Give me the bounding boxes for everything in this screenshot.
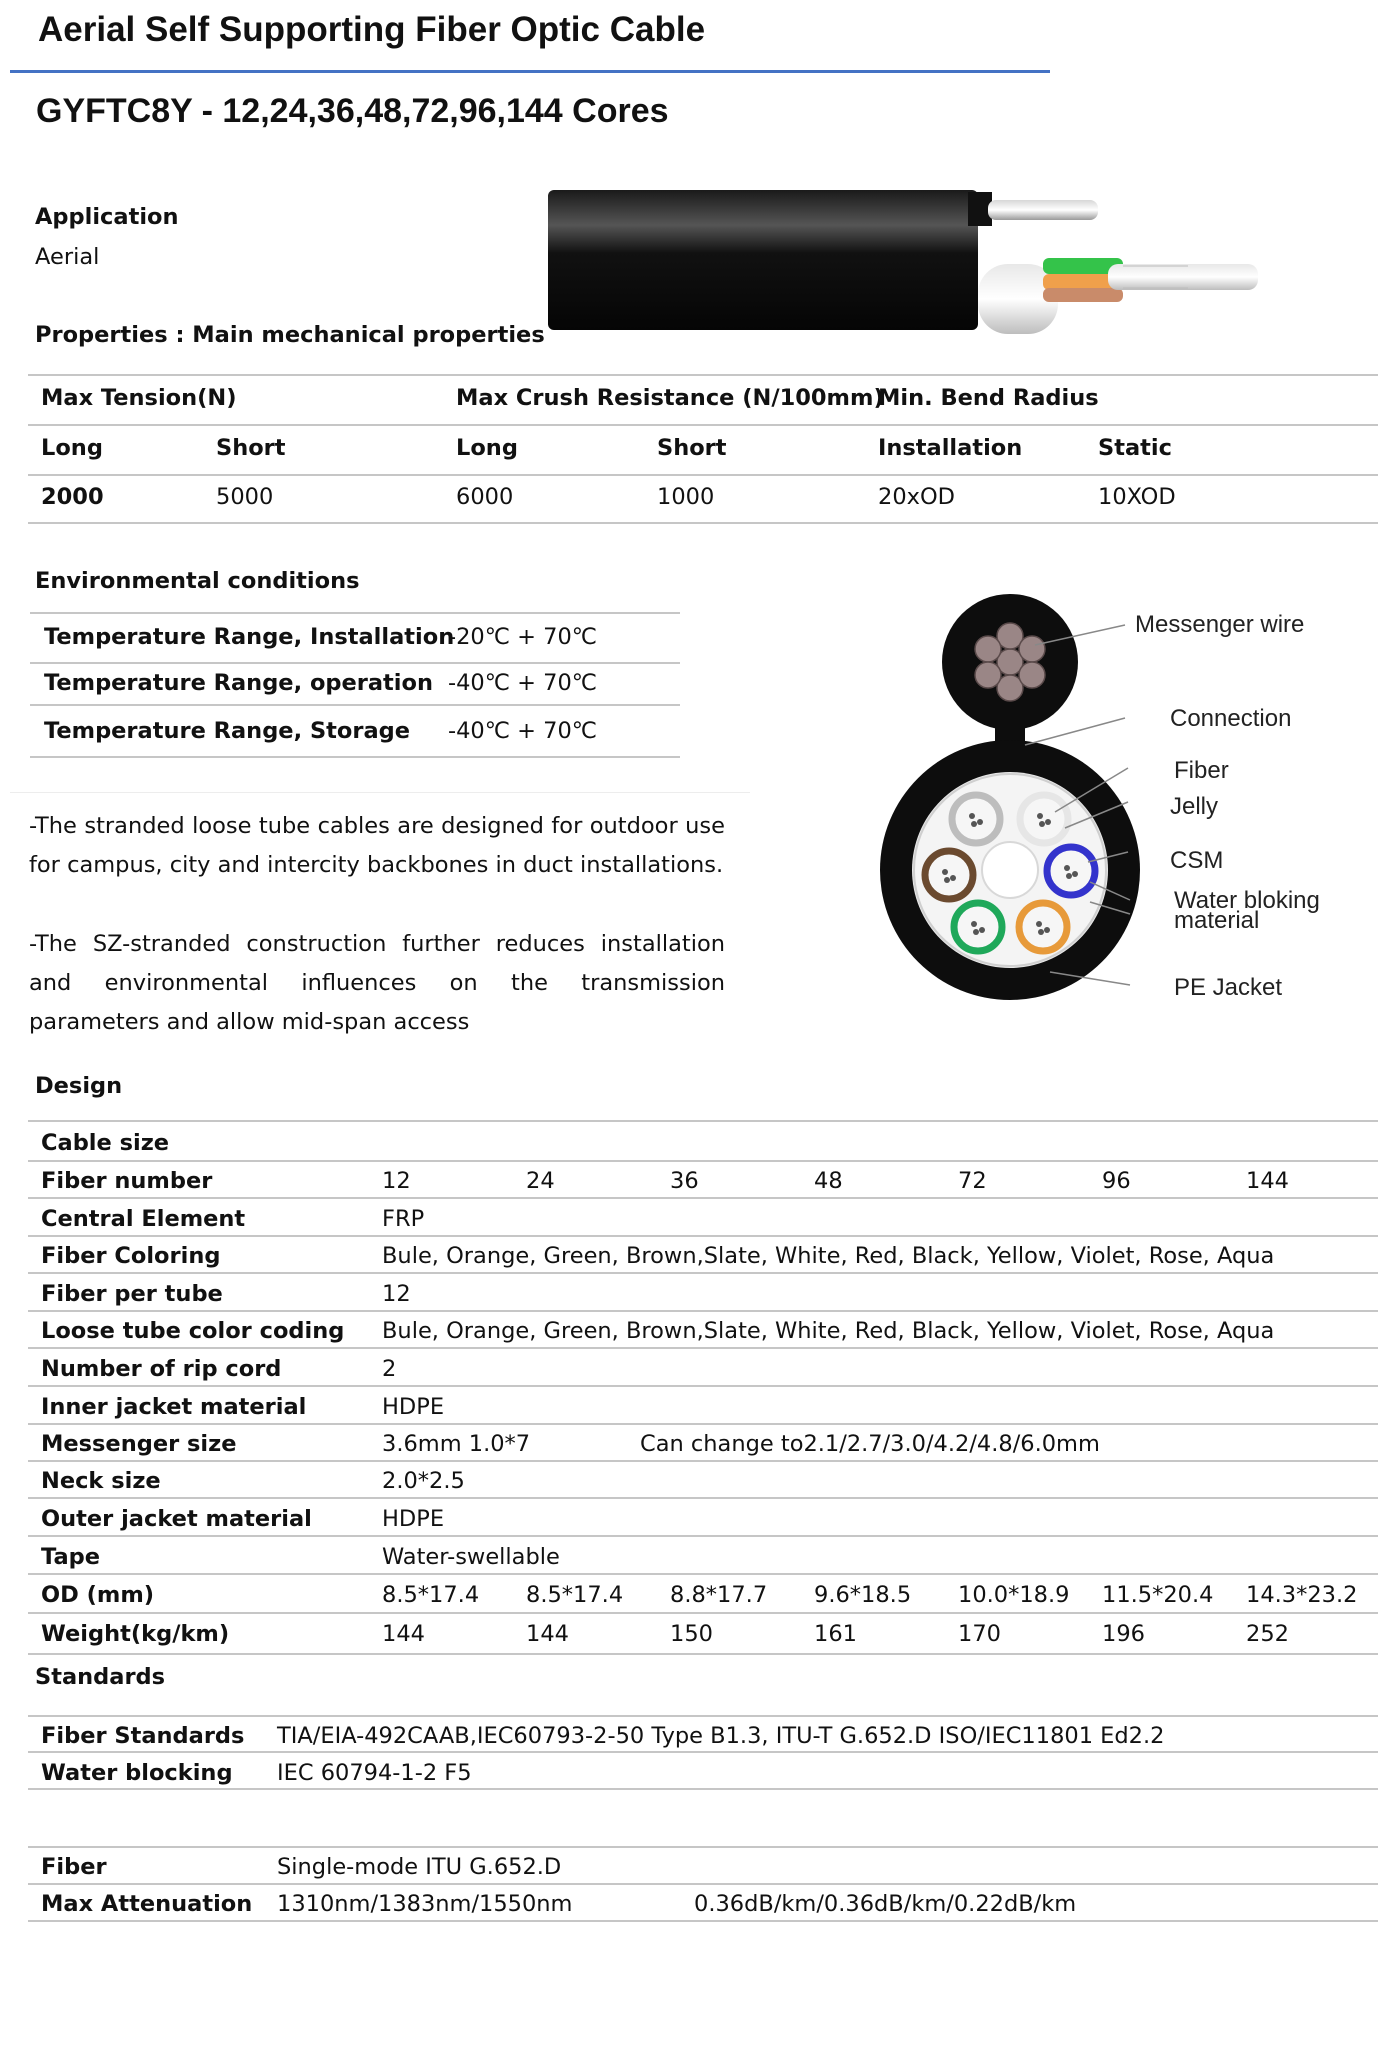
table-rule <box>28 1612 1378 1614</box>
mech-sub: Short <box>657 435 727 461</box>
table-rule <box>30 704 680 706</box>
od-value: 8.5*17.4 <box>526 1582 624 1608</box>
section-divider <box>10 792 750 793</box>
weight-value: 144 <box>382 1621 425 1647</box>
table-rule <box>30 612 680 614</box>
label-csm: CSM <box>1170 847 1224 874</box>
mech-sub: Short <box>216 435 286 461</box>
label-jelly: Jelly <box>1170 793 1219 820</box>
design-row-label: Inner jacket material <box>41 1394 307 1420</box>
weight-value: 144 <box>526 1621 569 1647</box>
standards-heading: Standards <box>35 1664 166 1690</box>
design-row-label: Fiber per tube <box>41 1281 223 1307</box>
page-subtitle: GYFTC8Y - 12,24,36,48,72,96,144 Cores <box>36 92 669 130</box>
design-row-value: 3.6mm 1.0*7 <box>382 1431 531 1457</box>
cross-section-diagram <box>860 580 1360 1020</box>
standards-label: Water blocking <box>41 1760 233 1786</box>
table-rule <box>28 1715 1378 1717</box>
design-row-label: Tape <box>41 1544 100 1570</box>
table-rule <box>28 1385 1378 1387</box>
label-material: material <box>1174 907 1260 934</box>
fiber-number-value: 48 <box>814 1168 843 1194</box>
table-rule <box>28 1751 1378 1753</box>
od-value: 11.5*20.4 <box>1102 1582 1214 1608</box>
design-row-value: HDPE <box>382 1506 445 1532</box>
design-row-label: Loose tube color coding <box>41 1318 345 1344</box>
table-rule <box>28 1235 1378 1237</box>
mech-value: 6000 <box>456 484 514 510</box>
weight-label: Weight(kg/km) <box>41 1621 230 1647</box>
table-rule <box>28 1497 1378 1499</box>
design-row-label: Messenger size <box>41 1431 237 1457</box>
design-row-value: Bule, Orange, Green, Brown,Slate, White, Red, Black, Yellow, Violet, Rose, Aqua <box>382 1243 1275 1269</box>
fiber-number-value: 12 <box>382 1168 411 1194</box>
fiber-label: Fiber <box>41 1854 107 1880</box>
env-label: Temperature Range, Storage <box>44 718 411 744</box>
weight-value: 252 <box>1246 1621 1289 1647</box>
design-row-value: 2 <box>382 1356 397 1382</box>
design-row-value: 12 <box>382 1281 411 1307</box>
mech-sub: Long <box>456 435 518 461</box>
mech-value: 10XOD <box>1098 484 1176 510</box>
fiber-number-value: 72 <box>958 1168 987 1194</box>
mech-value: 5000 <box>216 484 274 510</box>
env-value: -40℃ + 70℃ <box>448 670 598 696</box>
properties-heading: Properties : Main mechanical properties <box>35 322 545 348</box>
fiber-number-label: Fiber number <box>41 1168 213 1194</box>
od-value: 9.6*18.5 <box>814 1582 912 1608</box>
env-value: -20℃ + 70℃ <box>448 624 598 650</box>
table-rule <box>30 662 680 664</box>
od-label: OD (mm) <box>41 1582 155 1608</box>
table-rule <box>28 1423 1378 1425</box>
fiber-number-value: 36 <box>670 1168 699 1194</box>
fiber-number-value: 24 <box>526 1168 555 1194</box>
table-rule <box>28 1197 1378 1199</box>
table-rule <box>28 1920 1378 1922</box>
design-row-value: 2.0*2.5 <box>382 1468 465 1494</box>
label-connection: Connection <box>1170 705 1292 732</box>
fiber-number-value: 96 <box>1102 1168 1131 1194</box>
table-rule <box>30 756 680 758</box>
env-value: -40℃ + 70℃ <box>448 718 598 744</box>
fiber-value: 1310nm/1383nm/1550nm <box>277 1891 573 1917</box>
table-rule <box>28 1160 1378 1162</box>
mech-value: 20xOD <box>878 484 955 510</box>
od-value: 8.5*17.4 <box>382 1582 480 1608</box>
title-rule <box>10 70 1050 73</box>
table-rule <box>28 1272 1378 1274</box>
design-row-value: FRP <box>382 1206 425 1232</box>
table-rule <box>28 1846 1378 1848</box>
mech-group-crush: Max Crush Resistance (N/100mm) <box>456 385 884 411</box>
application-heading: Application <box>35 204 179 230</box>
env-heading: Environmental conditions <box>35 568 360 594</box>
standards-value: IEC 60794-1-2 F5 <box>277 1760 472 1786</box>
table-rule <box>28 1883 1378 1885</box>
mech-group-tension: Max Tension(N) <box>41 385 237 411</box>
weight-value: 161 <box>814 1621 857 1647</box>
table-rule <box>28 1120 1378 1122</box>
od-value: 8.8*17.7 <box>670 1582 768 1608</box>
table-rule <box>28 1535 1378 1537</box>
fiber-number-value: 144 <box>1246 1168 1289 1194</box>
table-rule <box>28 424 1378 426</box>
mech-sub: Static <box>1098 435 1172 461</box>
label-pe-jacket: PE Jacket <box>1174 974 1283 1001</box>
fiber-value: Single-mode ITU G.652.D <box>277 1854 562 1880</box>
table-rule <box>28 374 1378 376</box>
env-label: Temperature Range, operation <box>44 670 433 696</box>
label-water-blocking: Water bloking <box>1174 887 1320 914</box>
cable-photo <box>548 180 1278 360</box>
env-label: Temperature Range, Installation <box>44 624 455 650</box>
table-rule <box>28 1573 1378 1575</box>
design-row-value: Water-swellable <box>382 1544 560 1570</box>
design-row-label: Central Element <box>41 1206 246 1232</box>
mech-sub: Long <box>41 435 103 461</box>
standards-label: Fiber Standards <box>41 1723 245 1749</box>
weight-value: 150 <box>670 1621 713 1647</box>
mech-sub: Installation <box>878 435 1023 461</box>
mech-group-bend: Min. Bend Radius <box>878 385 1099 411</box>
application-value: Aerial <box>35 244 100 270</box>
table-rule <box>28 522 1378 524</box>
design-row-label: Neck size <box>41 1468 161 1494</box>
table-rule <box>28 474 1378 476</box>
design-row-value: HDPE <box>382 1394 445 1420</box>
weight-value: 196 <box>1102 1621 1145 1647</box>
page-title: Aerial Self Supporting Fiber Optic Cable <box>38 10 706 49</box>
design-row-label: Outer jacket material <box>41 1506 312 1532</box>
table-rule <box>28 1460 1378 1462</box>
fiber-label: Max Attenuation <box>41 1891 253 1917</box>
table-rule <box>28 1653 1378 1655</box>
messenger-size-note: Can change to2.1/2.7/3.0/4.2/4.8/6.0mm <box>640 1431 1100 1457</box>
mech-value: 1000 <box>657 484 715 510</box>
mech-value: 2000 <box>41 484 104 510</box>
label-messenger-wire: Messenger wire <box>1135 611 1305 638</box>
cable-size-label: Cable size <box>41 1130 170 1156</box>
weight-value: 170 <box>958 1621 1001 1647</box>
attenuation-value: 0.36dB/km/0.36dB/km/0.22dB/km <box>694 1891 1077 1917</box>
description-2: -The SZ-stranded construction further reduces installation and environmental influences on the transmission parameters and allow mid-span access <box>29 931 725 1035</box>
description-1: -The stranded loose tube cables are designed for outdoor use for campus, city and intercity backbones in duct installations. <box>29 813 725 878</box>
design-heading: Design <box>35 1073 123 1099</box>
design-row-label: Fiber Coloring <box>41 1243 221 1269</box>
table-rule <box>28 1788 1378 1790</box>
table-rule <box>28 1347 1378 1349</box>
od-value: 10.0*18.9 <box>958 1582 1070 1608</box>
standards-value: TIA/EIA-492CAAB,IEC60793-2-50 Type B1.3, ITU-T G.652.D ISO/IEC11801 Ed2.2 <box>277 1723 1165 1749</box>
design-row-label: Number of rip cord <box>41 1356 282 1382</box>
table-rule <box>28 1310 1378 1312</box>
label-fiber: Fiber <box>1174 757 1229 784</box>
design-row-value: Bule, Orange, Green, Brown,Slate, White, Red, Black, Yellow, Violet, Rose, Aqua <box>382 1318 1275 1344</box>
od-value: 14.3*23.2 <box>1246 1582 1358 1608</box>
